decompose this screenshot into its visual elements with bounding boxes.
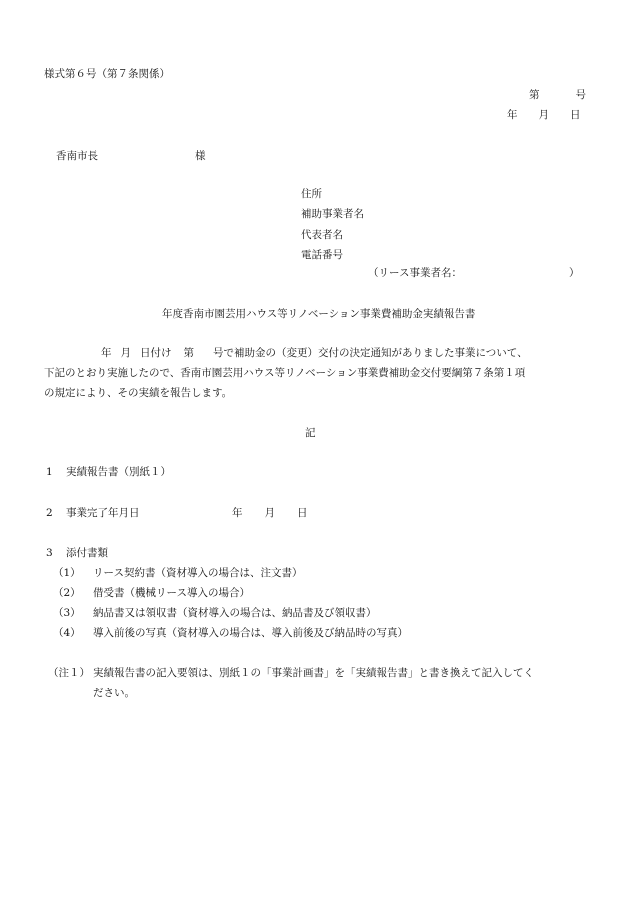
item-2-date	[232, 508, 308, 519]
address-label: 住所	[301, 188, 322, 200]
body-line-3: の規定により、その実績を報告します。	[44, 387, 233, 399]
attachment-number: （1）	[53, 567, 81, 579]
lease-company-label: （リース事業者名：	[368, 267, 462, 279]
document-number-prefix: 第	[529, 89, 540, 101]
date-day: 日	[570, 109, 581, 121]
document-number-suffix: 号	[575, 89, 586, 101]
lease-company-line	[368, 268, 579, 279]
attachment-text: 納品書又は領収書（資材導入の場合は、納品書及び領収書）	[93, 607, 377, 619]
item-2-day: 日	[297, 507, 308, 519]
body-dai: 第	[183, 347, 194, 359]
lease-company-close: ）	[568, 267, 580, 279]
body-line-2: 下記のとおり実施したので、香南市園芸用ハウス等リノベーション事業費補助金交付要綱第７条第１項	[44, 367, 526, 379]
attachment-number: （3）	[53, 607, 81, 619]
body-line-1	[101, 348, 528, 359]
addressee-honorific: 様	[195, 150, 206, 162]
date-year: 年	[507, 109, 518, 121]
document-title: 年度香南市園芸用ハウス等リノベーション事業費補助金実績報告書	[162, 308, 476, 320]
business-name-label: 補助事業者名	[301, 208, 364, 220]
addressee-mayor: 香南市長	[56, 150, 98, 162]
attachment-number: （2）	[53, 587, 81, 599]
body-year: 年	[101, 347, 112, 359]
item-2-year: 年	[232, 507, 243, 519]
attachment-number: （4）	[53, 627, 81, 639]
date-month: 月	[538, 109, 549, 121]
phone-label: 電話番号	[301, 249, 343, 261]
attachment-text: リース契約書（資材導入の場合は、注文書）	[93, 567, 303, 579]
note-line-1: 実績報告書の記入要領は、別紙１の「事業計画書」を「実績報告書」と書き換えて記入してく	[93, 667, 534, 679]
representative-label: 代表者名	[301, 229, 343, 241]
body-rest-line-1: 号で補助金の（変更）交付の決定通知がありました事業について、	[213, 347, 528, 359]
attachment-text: 導入前後の写真（資材導入の場合は、導入前後及び納品時の写真）	[93, 627, 408, 639]
note-line-2: ださい。	[93, 687, 135, 699]
item-1-number: 1	[46, 466, 53, 478]
attachment-text: 借受書（機械リース導入の場合）	[93, 587, 250, 599]
form-number: 様式第６号（第７条関係）	[44, 68, 170, 80]
ki-heading: 記	[305, 427, 316, 439]
item-2-month: 月	[264, 507, 275, 519]
item-1-text: 実績報告書（別紙１）	[66, 466, 171, 478]
document-number-line	[529, 90, 586, 101]
body-month: 月	[120, 347, 131, 359]
item-2-text: 事業完了年月日	[66, 507, 140, 519]
item-2-number: 2	[46, 507, 53, 519]
body-day-dated: 日付け	[140, 347, 172, 359]
date-line	[507, 110, 581, 121]
item-3-text: 添付書類	[66, 547, 108, 559]
item-3-number: 3	[46, 547, 53, 559]
note-label: （注１）	[48, 667, 90, 679]
addressee	[56, 151, 206, 162]
